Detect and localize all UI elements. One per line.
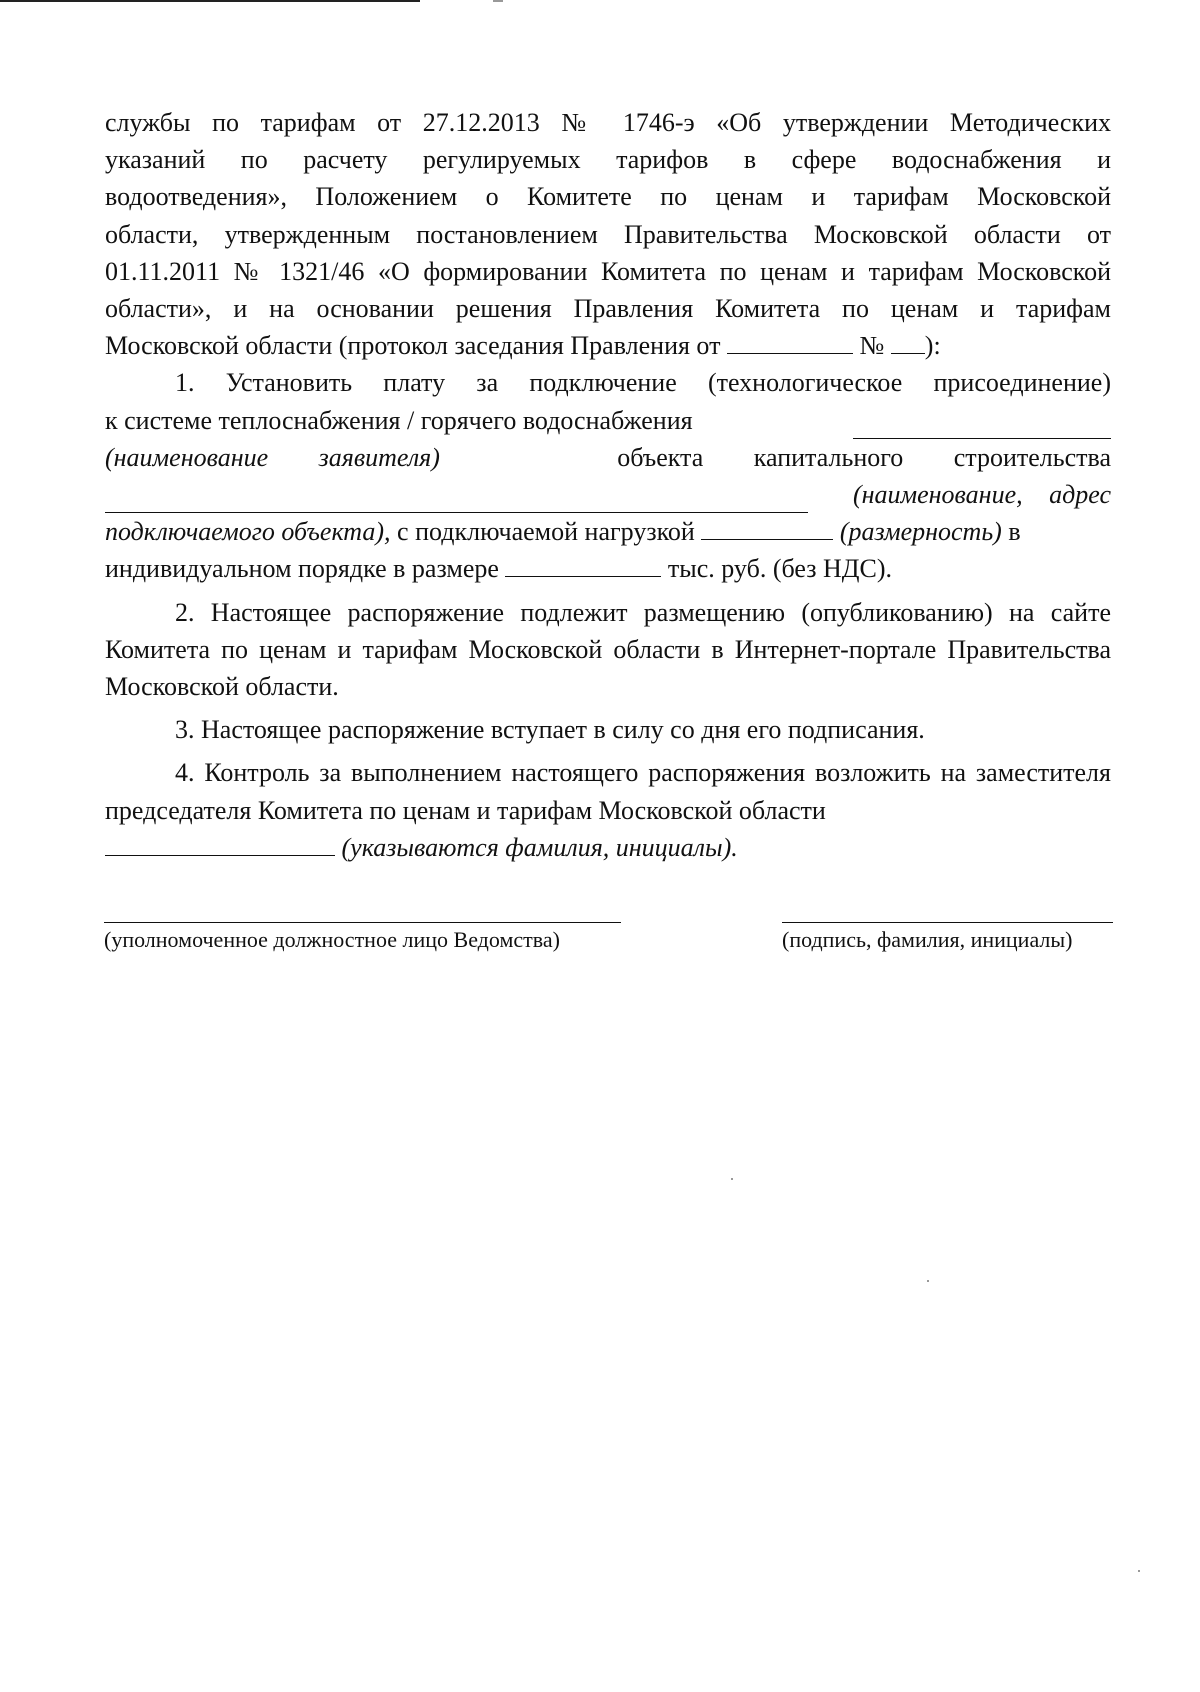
scan-speck — [1138, 1570, 1140, 1572]
protocol-close: ): — [924, 331, 941, 361]
para0-line4: области, утвержденным постановлением Правительства Московской области от — [105, 219, 1111, 249]
item3-text: 3. Настоящее распоряжение вступает в силу со дня его подписания. — [175, 715, 925, 745]
item1-line5 — [105, 513, 1111, 550]
scan-edge-line — [0, 0, 420, 2]
protocol-date-blank — [727, 327, 853, 354]
protocol-text: Московской области (протокол заседания Правления от — [105, 331, 721, 361]
item2-text: 2. Настоящее распоряжение подлежит размещению (опубликованию) на сайте Комитета по ценам и тарифам Московской области в Интернет-портале Правительства Московской области. — [105, 597, 1111, 702]
amount-blank — [505, 550, 661, 577]
scan-speck — [927, 1280, 929, 1282]
object-text: объекта капитального строительства — [617, 442, 1111, 472]
load-text: с подключаемой нагрузкой — [397, 517, 695, 547]
item1-line6 — [105, 550, 1111, 587]
amount-unit: тыс. руб. (без НДС). — [667, 554, 893, 584]
deputy-blank — [105, 829, 335, 856]
scan-speck — [731, 1178, 733, 1180]
object-name-hint: (наименование, адрес — [852, 480, 1111, 510]
item1-line2 — [105, 402, 1111, 439]
item1-line4 — [105, 476, 1111, 513]
object-name-blank — [105, 486, 808, 513]
amount-text: индивидуальном порядке в размере — [105, 554, 499, 584]
para0-line5: 01.11.2011 № 1321/46 «О формировании Комитета по ценам и тарифам Московской — [105, 256, 1111, 286]
signature-left — [104, 922, 621, 953]
para0-line2: указаний по расчету регулируемых тарифов в сфере водоснабжения и — [105, 145, 1111, 175]
para0-line6: области», и на основании решения Правления Комитета по ценам и тарифам — [105, 294, 1111, 324]
para0-line3: водоотведения», Положением о Комитете по ценам и тарифам Московской — [105, 182, 1111, 212]
signature-right-caption: (подпись, фамилия, инициалы) — [782, 927, 1073, 952]
item4-hint-line — [105, 829, 1111, 866]
number-sign: № — [859, 331, 885, 361]
para0-line7 — [105, 327, 1111, 364]
load-unit-hint: (размерность) — [839, 517, 1002, 547]
deputy-hint: (указываются фамилия, инициалы). — [341, 832, 738, 862]
applicant-blank — [853, 412, 1111, 439]
signature-right — [782, 922, 1113, 953]
system-text: к системе теплоснабжения / горячего водоснабжения — [105, 405, 693, 435]
applicant-hint: (наименование заявителя) — [105, 442, 440, 472]
load-blank — [701, 513, 833, 540]
signature-left-line — [104, 922, 621, 923]
item1-line3 — [105, 439, 1111, 476]
load-in: в — [1008, 517, 1021, 547]
object-hint-end: подключаемого объекта), — [105, 517, 391, 547]
protocol-number-blank — [891, 327, 925, 354]
item1-line1: 1. Установить плату за подключение (технологическое присоединение) — [175, 368, 1111, 398]
para0-line1: службы по тарифам от 27.12.2013 № 1746-э «Об утверждении Методических — [105, 108, 1111, 137]
scan-speck — [493, 0, 503, 2]
item4-text: 4. Контроль за выполнением настоящего распоряжения возложить на заместителя председателя Комитета по ценам и тарифам Московской области — [105, 758, 1111, 825]
signature-right-line — [782, 922, 1113, 923]
signature-left-caption: (уполномоченное должностное лицо Ведомства) — [104, 927, 560, 952]
document-body — [105, 104, 1111, 866]
